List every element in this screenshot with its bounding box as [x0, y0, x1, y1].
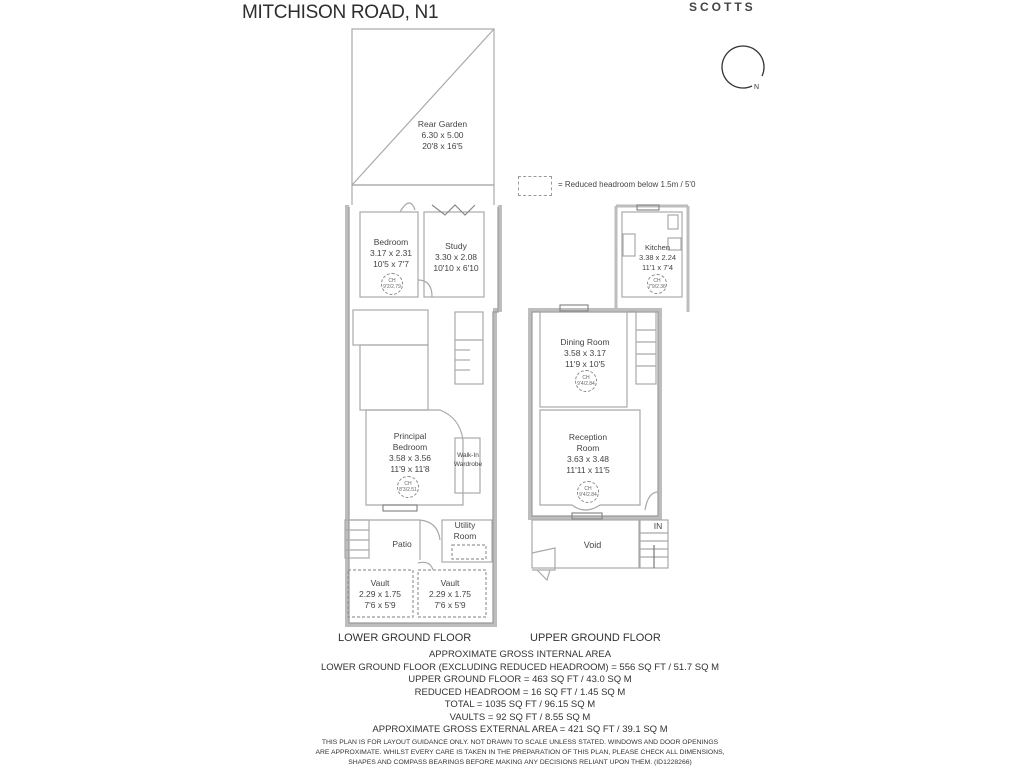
room-name-line2: Bedroom — [392, 442, 428, 452]
area-line-vaults: VAULTS = 92 SQ FT / 8.55 SQ M — [449, 711, 591, 723]
room-imperial: 11'1 x 7'4 — [641, 263, 674, 272]
room-metric: 3.58 x 3.17 — [563, 348, 607, 358]
room-name-line1: Walk-In — [457, 452, 479, 459]
room-rear-garden — [400, 119, 485, 152]
room-imperial: 11'9 x 10'5 — [565, 359, 605, 369]
brand-logo: SCOTTS — [689, 0, 756, 14]
room-name: Vault — [440, 578, 460, 588]
area-line-total: TOTAL = 1035 SQ FT / 96.15 SQ M — [444, 699, 596, 710]
lower-ground-floor-label: LOWER GROUND FLOOR — [338, 632, 472, 644]
room-imperial: 11'11 x 11'5 — [566, 465, 610, 475]
room-metric: 6.30 x 5.00 — [421, 130, 464, 140]
room-vault-right — [420, 578, 480, 611]
room-utility — [445, 520, 485, 542]
ceiling-height-bedroom: CH 9'2/2.79 — [381, 273, 403, 295]
room-walk-in-wardrobe — [450, 451, 486, 469]
room-dining — [550, 337, 620, 370]
room-name-line1: Utility — [454, 520, 476, 530]
room-imperial: 7'6 x 5'9 — [434, 600, 466, 610]
room-name: Bedroom — [373, 237, 409, 247]
area-summary — [290, 649, 750, 737]
room-name: Study — [445, 241, 467, 251]
room-study — [425, 241, 487, 274]
area-line-gross-external: APPROXIMATE GROSS EXTERNAL AREA = 421 SQ FT / 39.1 SQ M — [372, 724, 668, 735]
room-metric: 3.63 x 3.48 — [566, 454, 610, 464]
page-title: MITCHISON ROAD, N1 — [242, 2, 439, 23]
disclaimer-line-1: THIS PLAN IS FOR LAYOUT GUIDANCE ONLY. NOT DRAWN TO SCALE UNLESS STATED. WINDOWS AND DOOR OPENINGS — [321, 739, 719, 746]
upper-ground-floor-label: UPPER GROUND FLOOR — [530, 632, 661, 644]
ceiling-height-principal-bedroom: CH 8'3/2.51 — [397, 476, 419, 498]
room-principal-bedroom — [375, 431, 445, 475]
room-name: Dining Room — [560, 337, 610, 347]
room-name: IN — [653, 521, 663, 531]
room-name-line1: Principal — [393, 431, 427, 441]
room-name: Void — [583, 540, 602, 550]
area-line-upper-ground: UPPER GROUND FLOOR = 463 SQ FT / 43.0 SQ M — [408, 674, 632, 685]
room-reception — [553, 432, 623, 476]
room-kitchen — [630, 243, 685, 273]
room-metric: 3.58 x 3.56 — [388, 453, 432, 463]
room-imperial: 10'10 x 6'10 — [433, 263, 479, 273]
room-imperial: 7'6 x 5'9 — [364, 600, 396, 610]
room-imperial: 10'5 x 7'7 — [373, 259, 409, 269]
room-patio — [384, 539, 420, 550]
compass-north-label: N — [754, 84, 760, 91]
ceiling-height-kitchen: CH 7'9/2.36 — [647, 274, 667, 294]
area-line-reduced-headroom: REDUCED HEADROOM = 16 SQ FT / 1.45 SQ M — [414, 686, 626, 698]
area-heading: APPROXIMATE GROSS INTERNAL AREA — [428, 649, 612, 660]
room-metric: 3.38 x 2.24 — [638, 253, 677, 262]
room-metric: 2.29 x 1.75 — [428, 589, 472, 599]
room-name: Patio — [392, 539, 412, 549]
ceiling-height-reception: CH 9'4/2.84 — [577, 481, 599, 503]
room-name-line2: Room — [453, 531, 477, 541]
disclaimer — [290, 738, 750, 768]
room-metric: 2.29 x 1.75 — [358, 589, 402, 599]
room-bedroom — [360, 237, 422, 270]
room-name-line2: Room — [576, 443, 600, 453]
room-name-line2: Wardrobe — [453, 461, 483, 468]
room-imperial: 20'8 x 16'5 — [422, 141, 463, 151]
room-vault-left — [350, 578, 410, 611]
disclaimer-line-3: SHAPES AND COMPASS BEARINGS BEFORE MAKING ANY DECISIONS RELIANT UPON THEM. (ID1228266) — [348, 759, 692, 766]
entrance-in-label — [648, 521, 668, 532]
room-name: Kitchen — [644, 243, 671, 252]
ceiling-height-dining: CH 9'4/2.84 — [575, 370, 597, 392]
area-line-lower-ground: LOWER GROUND FLOOR (EXCLUDING REDUCED HEADROOM) = 556 SQ FT / 51.7 SQ M — [320, 661, 720, 673]
room-metric: 3.17 x 2.31 — [369, 248, 413, 258]
disclaimer-line-2: ARE APPROXIMATE. WHILST EVERY CARE IS TAKEN IN THE PREPARATION OF THIS PLAN, PLEASE CHECK ALL DIMENSIONS, — [315, 749, 725, 756]
room-void — [575, 540, 610, 551]
reduced-headroom-legend-text: = Reduced headroom below 1.5m / 5'0 — [558, 180, 696, 189]
room-name-line1: Reception — [568, 432, 608, 442]
room-imperial: 11'9 x 11'8 — [390, 464, 430, 474]
room-name: Rear Garden — [417, 119, 468, 129]
room-name: Vault — [370, 578, 390, 588]
room-metric: 3.30 x 2.08 — [434, 252, 478, 262]
